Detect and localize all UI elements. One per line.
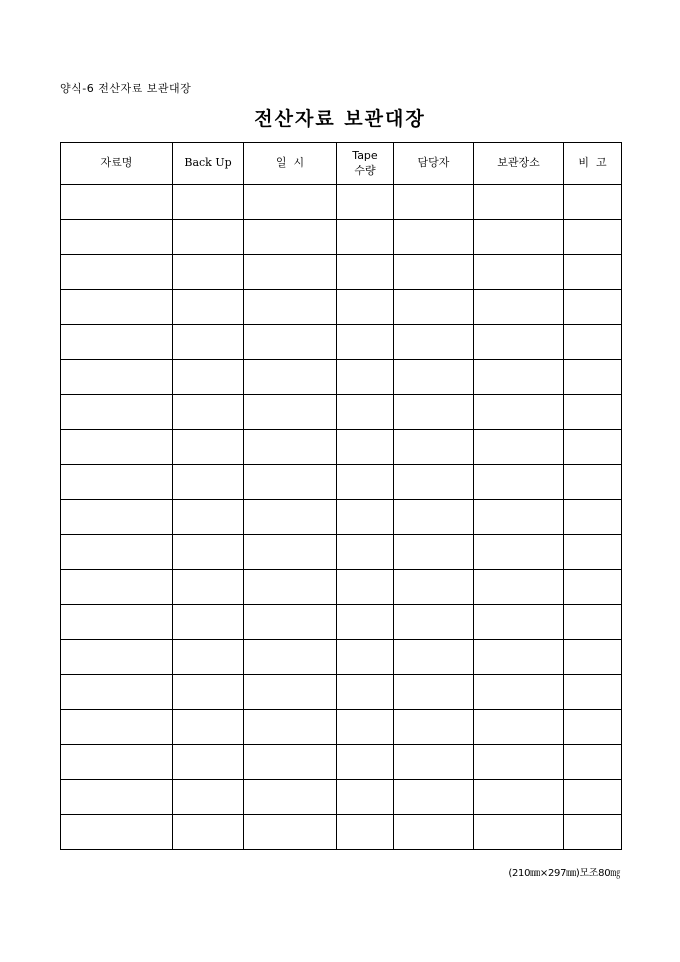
cell-tape-quantity (337, 605, 394, 640)
cell-remarks (564, 640, 622, 675)
header-remarks: 비 고 (564, 143, 622, 185)
document-title: 전산자료 보관대장 (254, 108, 426, 130)
cell-backup (173, 780, 244, 815)
cell-manager (394, 220, 474, 255)
cell-manager (394, 745, 474, 780)
header-datetime: 일 시 (244, 143, 337, 185)
cell-backup (173, 325, 244, 360)
cell-backup (173, 220, 244, 255)
cell-datetime (244, 570, 337, 605)
cell-tape-quantity (337, 675, 394, 710)
cell-backup (173, 430, 244, 465)
table-row (61, 570, 622, 605)
cell-storage-location (474, 290, 564, 325)
cell-backup (173, 605, 244, 640)
cell-tape-quantity (337, 325, 394, 360)
cell-remarks (564, 255, 622, 290)
cell-data-name (61, 360, 173, 395)
cell-remarks (564, 290, 622, 325)
cell-data-name (61, 465, 173, 500)
cell-manager (394, 570, 474, 605)
cell-remarks (564, 605, 622, 640)
header-data-name: 자료명 (61, 143, 173, 185)
cell-remarks (564, 500, 622, 535)
table-row (61, 640, 622, 675)
cell-datetime (244, 815, 337, 850)
storage-ledger-table (60, 142, 622, 850)
table-row (61, 430, 622, 465)
cell-manager (394, 430, 474, 465)
cell-data-name (61, 290, 173, 325)
cell-data-name (61, 500, 173, 535)
cell-backup (173, 255, 244, 290)
cell-data-name (61, 815, 173, 850)
cell-tape-quantity (337, 220, 394, 255)
cell-remarks (564, 710, 622, 745)
cell-tape-quantity (337, 255, 394, 290)
cell-storage-location (474, 255, 564, 290)
header-storage-location: 보관장소 (474, 143, 564, 185)
cell-backup (173, 500, 244, 535)
cell-manager (394, 185, 474, 220)
cell-backup (173, 535, 244, 570)
header-tape-label: Tape (352, 148, 378, 162)
cell-storage-location (474, 640, 564, 675)
cell-storage-location (474, 675, 564, 710)
cell-remarks (564, 780, 622, 815)
table-row (61, 360, 622, 395)
cell-backup (173, 640, 244, 675)
cell-backup (173, 360, 244, 395)
cell-backup (173, 570, 244, 605)
cell-storage-location (474, 710, 564, 745)
cell-storage-location (474, 395, 564, 430)
cell-datetime (244, 675, 337, 710)
cell-remarks (564, 185, 622, 220)
cell-datetime (244, 360, 337, 395)
cell-data-name (61, 745, 173, 780)
table-row (61, 710, 622, 745)
cell-storage-location (474, 745, 564, 780)
cell-tape-quantity (337, 640, 394, 675)
cell-storage-location (474, 780, 564, 815)
cell-datetime (244, 535, 337, 570)
table-row (61, 290, 622, 325)
table-row (61, 675, 622, 710)
cell-data-name (61, 395, 173, 430)
cell-datetime (244, 430, 337, 465)
cell-storage-location (474, 535, 564, 570)
cell-remarks (564, 220, 622, 255)
cell-tape-quantity (337, 430, 394, 465)
table-row (61, 780, 622, 815)
table-row (61, 465, 622, 500)
cell-datetime (244, 500, 337, 535)
table-row (61, 605, 622, 640)
table-row (61, 745, 622, 780)
cell-datetime (244, 640, 337, 675)
cell-datetime (244, 290, 337, 325)
cell-manager (394, 255, 474, 290)
paper-spec-note: (210㎜×297㎜)모조80㎎ (508, 868, 620, 879)
cell-backup (173, 465, 244, 500)
cell-data-name (61, 430, 173, 465)
cell-backup (173, 290, 244, 325)
cell-datetime (244, 710, 337, 745)
cell-data-name (61, 255, 173, 290)
cell-manager (394, 360, 474, 395)
header-tape-quantity (337, 143, 394, 185)
table-row (61, 220, 622, 255)
cell-datetime (244, 220, 337, 255)
form-code-label: 양식-6 전산자료 보관대장 (60, 82, 192, 95)
cell-storage-location (474, 360, 564, 395)
cell-datetime (244, 465, 337, 500)
cell-storage-location (474, 500, 564, 535)
cell-tape-quantity (337, 745, 394, 780)
cell-data-name (61, 325, 173, 360)
cell-backup (173, 675, 244, 710)
cell-remarks (564, 675, 622, 710)
cell-remarks (564, 535, 622, 570)
table-row (61, 815, 622, 850)
cell-manager (394, 780, 474, 815)
cell-datetime (244, 780, 337, 815)
cell-datetime (244, 255, 337, 290)
cell-storage-location (474, 605, 564, 640)
cell-tape-quantity (337, 710, 394, 745)
cell-manager (394, 325, 474, 360)
cell-tape-quantity (337, 185, 394, 220)
cell-remarks (564, 360, 622, 395)
cell-manager (394, 290, 474, 325)
cell-manager (394, 710, 474, 745)
cell-datetime (244, 185, 337, 220)
cell-manager (394, 395, 474, 430)
cell-tape-quantity (337, 535, 394, 570)
cell-manager (394, 500, 474, 535)
cell-datetime (244, 395, 337, 430)
cell-remarks (564, 815, 622, 850)
cell-storage-location (474, 325, 564, 360)
cell-tape-quantity (337, 360, 394, 395)
table-row (61, 500, 622, 535)
cell-remarks (564, 325, 622, 360)
header-quantity-label: 수량 (354, 163, 376, 177)
cell-remarks (564, 395, 622, 430)
cell-backup (173, 745, 244, 780)
cell-data-name (61, 605, 173, 640)
cell-storage-location (474, 570, 564, 605)
cell-tape-quantity (337, 465, 394, 500)
cell-storage-location (474, 220, 564, 255)
cell-manager (394, 640, 474, 675)
cell-data-name (61, 535, 173, 570)
cell-manager (394, 465, 474, 500)
cell-tape-quantity (337, 815, 394, 850)
cell-manager (394, 815, 474, 850)
cell-storage-location (474, 185, 564, 220)
cell-manager (394, 535, 474, 570)
cell-remarks (564, 465, 622, 500)
cell-storage-location (474, 815, 564, 850)
cell-data-name (61, 710, 173, 745)
header-manager: 담당자 (394, 143, 474, 185)
cell-backup (173, 185, 244, 220)
cell-manager (394, 605, 474, 640)
cell-data-name (61, 675, 173, 710)
ledger-body (61, 185, 622, 850)
header-backup: Back Up (173, 143, 244, 185)
cell-storage-location (474, 465, 564, 500)
cell-backup (173, 710, 244, 745)
cell-remarks (564, 745, 622, 780)
cell-datetime (244, 605, 337, 640)
cell-remarks (564, 570, 622, 605)
table-row (61, 185, 622, 220)
cell-data-name (61, 185, 173, 220)
table-row (61, 325, 622, 360)
cell-backup (173, 815, 244, 850)
cell-tape-quantity (337, 570, 394, 605)
cell-tape-quantity (337, 780, 394, 815)
cell-tape-quantity (337, 290, 394, 325)
cell-data-name (61, 570, 173, 605)
cell-datetime (244, 745, 337, 780)
cell-datetime (244, 325, 337, 360)
cell-data-name (61, 220, 173, 255)
table-row (61, 535, 622, 570)
cell-remarks (564, 430, 622, 465)
cell-tape-quantity (337, 395, 394, 430)
cell-storage-location (474, 430, 564, 465)
header-row (61, 143, 622, 185)
cell-backup (173, 395, 244, 430)
table-row (61, 395, 622, 430)
cell-manager (394, 675, 474, 710)
cell-data-name (61, 780, 173, 815)
cell-data-name (61, 640, 173, 675)
cell-tape-quantity (337, 500, 394, 535)
table-row (61, 255, 622, 290)
